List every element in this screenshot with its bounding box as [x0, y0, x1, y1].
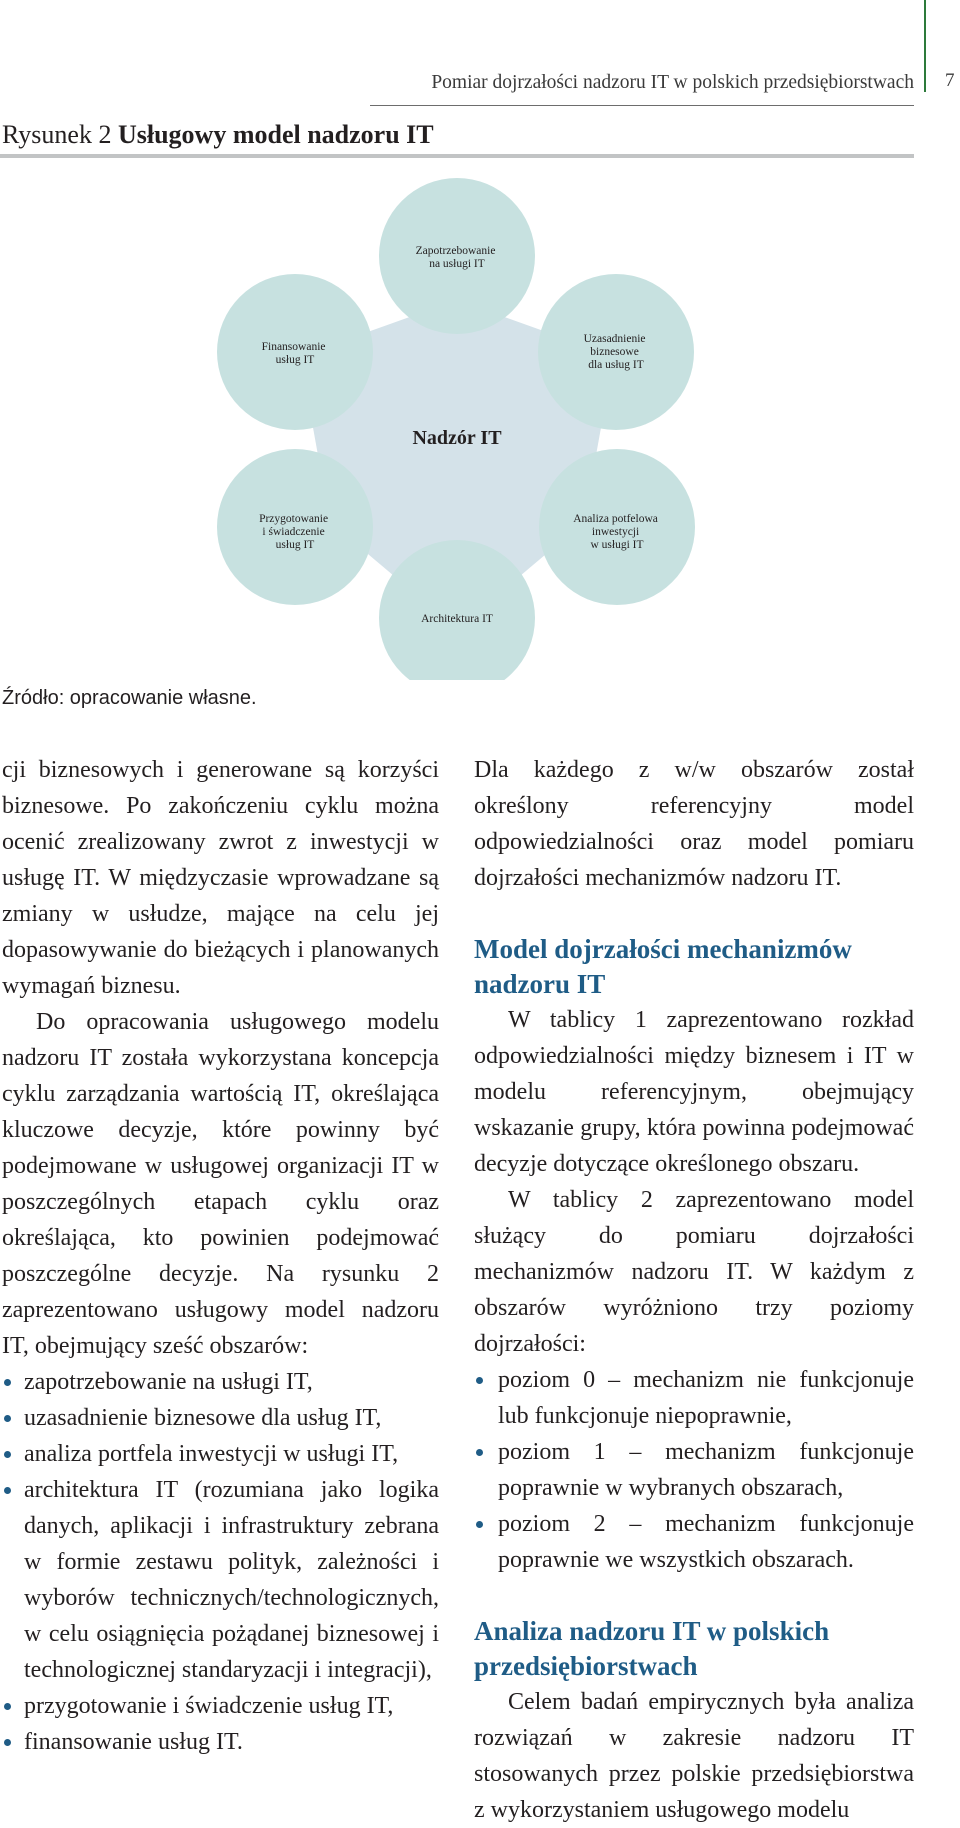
list-item: poziom 2 – mechanizm funkcjonuje poprawnie we wszystkich obszarach. [474, 1506, 914, 1578]
spacer [474, 1578, 914, 1614]
maturity-levels-list [474, 1362, 914, 1578]
node-portfolio-line-3: w usługi IT [590, 539, 644, 551]
list-item: architektura IT (rozumiana jako logika danych, aplikacji i infrastruktury zebrana w formie zestawu polityk, zależności i wyborów technicznych/technologicznych, w celu osiągnięcia pożądanej biznesowej i technologicznej standaryzacji i integracji), [2, 1472, 439, 1688]
header-rule [370, 105, 914, 106]
list-item: zapotrzebowanie na usługi IT, [2, 1364, 439, 1400]
node-delivery [217, 449, 373, 605]
spacer [474, 896, 914, 932]
node-business-case [538, 274, 694, 430]
figure-source: Źródło: opracowanie własne. [2, 687, 257, 709]
node-delivery-line-2: i świadczenie [262, 526, 325, 538]
node-business-case-line-1: Uzasadnienie [583, 333, 646, 345]
right-column [474, 752, 914, 1828]
right-paragraph-4: Celem badań empirycznych była analiza rozwiązań w zakresie nadzoru IT stosowanych przez polskie przedsiębiorstwa z wykorzystaniem usługowego modelu [474, 1689, 914, 1823]
node-financing-line-1: Finansowanie [261, 341, 326, 353]
svg-text:Uzasadnienie biznesowe [584, 333, 649, 371]
left-column [2, 752, 439, 1760]
list-item: analiza portfela inwestycji w usługi IT, [2, 1436, 439, 1472]
node-portfolio [539, 449, 695, 605]
running-title: Pomiar dojrzałości nadzoru IT w polskich przedsiębiorstwach [431, 72, 914, 93]
right-paragraph-2: W tablicy 1 zaprezentowano rozkład odpowiedzialności między biznesem i IT w modelu referencyjnym, obejmujący wskazanie grupy, która powinna podejmować decyzje dotyczące określonego obszaru. [474, 1007, 914, 1177]
node-delivery-line-3: usług IT [275, 539, 315, 551]
node-demand-line-2: na usługi IT [429, 258, 485, 270]
node-architecture-line-1: Architektura IT [421, 613, 493, 625]
right-paragraph-1: Dla każdego z w/w obszarów został określony referencyjny model odpowiedzialności oraz model pomiaru dojrzałości mechanizmów nadzoru IT. [474, 757, 914, 891]
figure-rule [0, 154, 914, 158]
node-portfolio-line-1: Analiza potfelowa [573, 513, 658, 525]
list-item: poziom 1 – mechanizm funkcjonuje poprawnie w wybranych obszarach, [474, 1434, 914, 1506]
node-financing-line-2: usług IT [275, 354, 315, 366]
left-paragraph-2: Do opracowania usługowego modelu nadzoru IT została wykorzystana koncepcja cyklu zarządzania wartością IT, określająca kluczowe decyzje, które powinny być podejmowane w usługowej organizacji IT w poszczególnych etapach cyklu oraz określająca, kto powinien podejmować poszczególne decyzje. Na rysunku 2 zaprezentowano usługowy model nadzoru IT, obejmujący sześć obszarów: [2, 1009, 439, 1359]
node-financing [217, 274, 373, 430]
figure-caption-title: Usługowy model nadzoru IT [117, 120, 434, 149]
node-demand [379, 178, 535, 334]
left-paragraph-1: cji biznesowych i generowane są korzyści biznesowe. Po zakończeniu cyklu można ocenić zrealizowany zwrot z inwestycji w usługę IT. W międzyczasie wprowadzane są zmiany w usłudze, mające na celu jej dopasowywanie do bieżących i planowanych wymagań biznesu. [2, 757, 439, 999]
list-item: finansowanie usług IT. [2, 1724, 439, 1760]
section-heading-analysis: Analiza nadzoru IT w polskich przedsiębiorstwach [474, 1616, 830, 1681]
figure-caption [2, 120, 434, 150]
list-item: uzasadnienie biznesowe dla usług IT, [2, 1400, 439, 1436]
node-business-case-line-2: biznesowe [590, 346, 639, 358]
list-item: poziom 0 – mechanizm nie funkcjonuje lub funkcjonuje niepoprawnie, [474, 1362, 914, 1434]
areas-list [2, 1364, 439, 1760]
figure-caption-prefix: Rysunek 2 [2, 120, 118, 149]
governance-diagram [0, 160, 914, 680]
margin-accent-bar [924, 0, 926, 92]
section-heading-maturity: Model dojrzałości mechanizmów nadzoru IT [474, 934, 852, 999]
list-item: przygotowanie i świadczenie usług IT, [2, 1688, 439, 1724]
page-number: 7 [945, 70, 955, 91]
center-label: Nadzór IT [412, 427, 502, 449]
node-delivery-line-1: Przygotowanie [259, 513, 329, 525]
node-business-case-line-3: dla usług IT [588, 359, 644, 371]
node-portfolio-line-2: inwestycji [591, 526, 640, 538]
right-paragraph-3: W tablicy 2 zaprezentowano model służący do pomiaru dojrzałości mechanizmów nadzoru IT. W każdym z obszarów wyróżniono trzy poziomy dojrzałości: [474, 1187, 914, 1357]
node-demand-line-1: Zapotrzebowanie [415, 245, 496, 257]
page-header [0, 0, 960, 110]
